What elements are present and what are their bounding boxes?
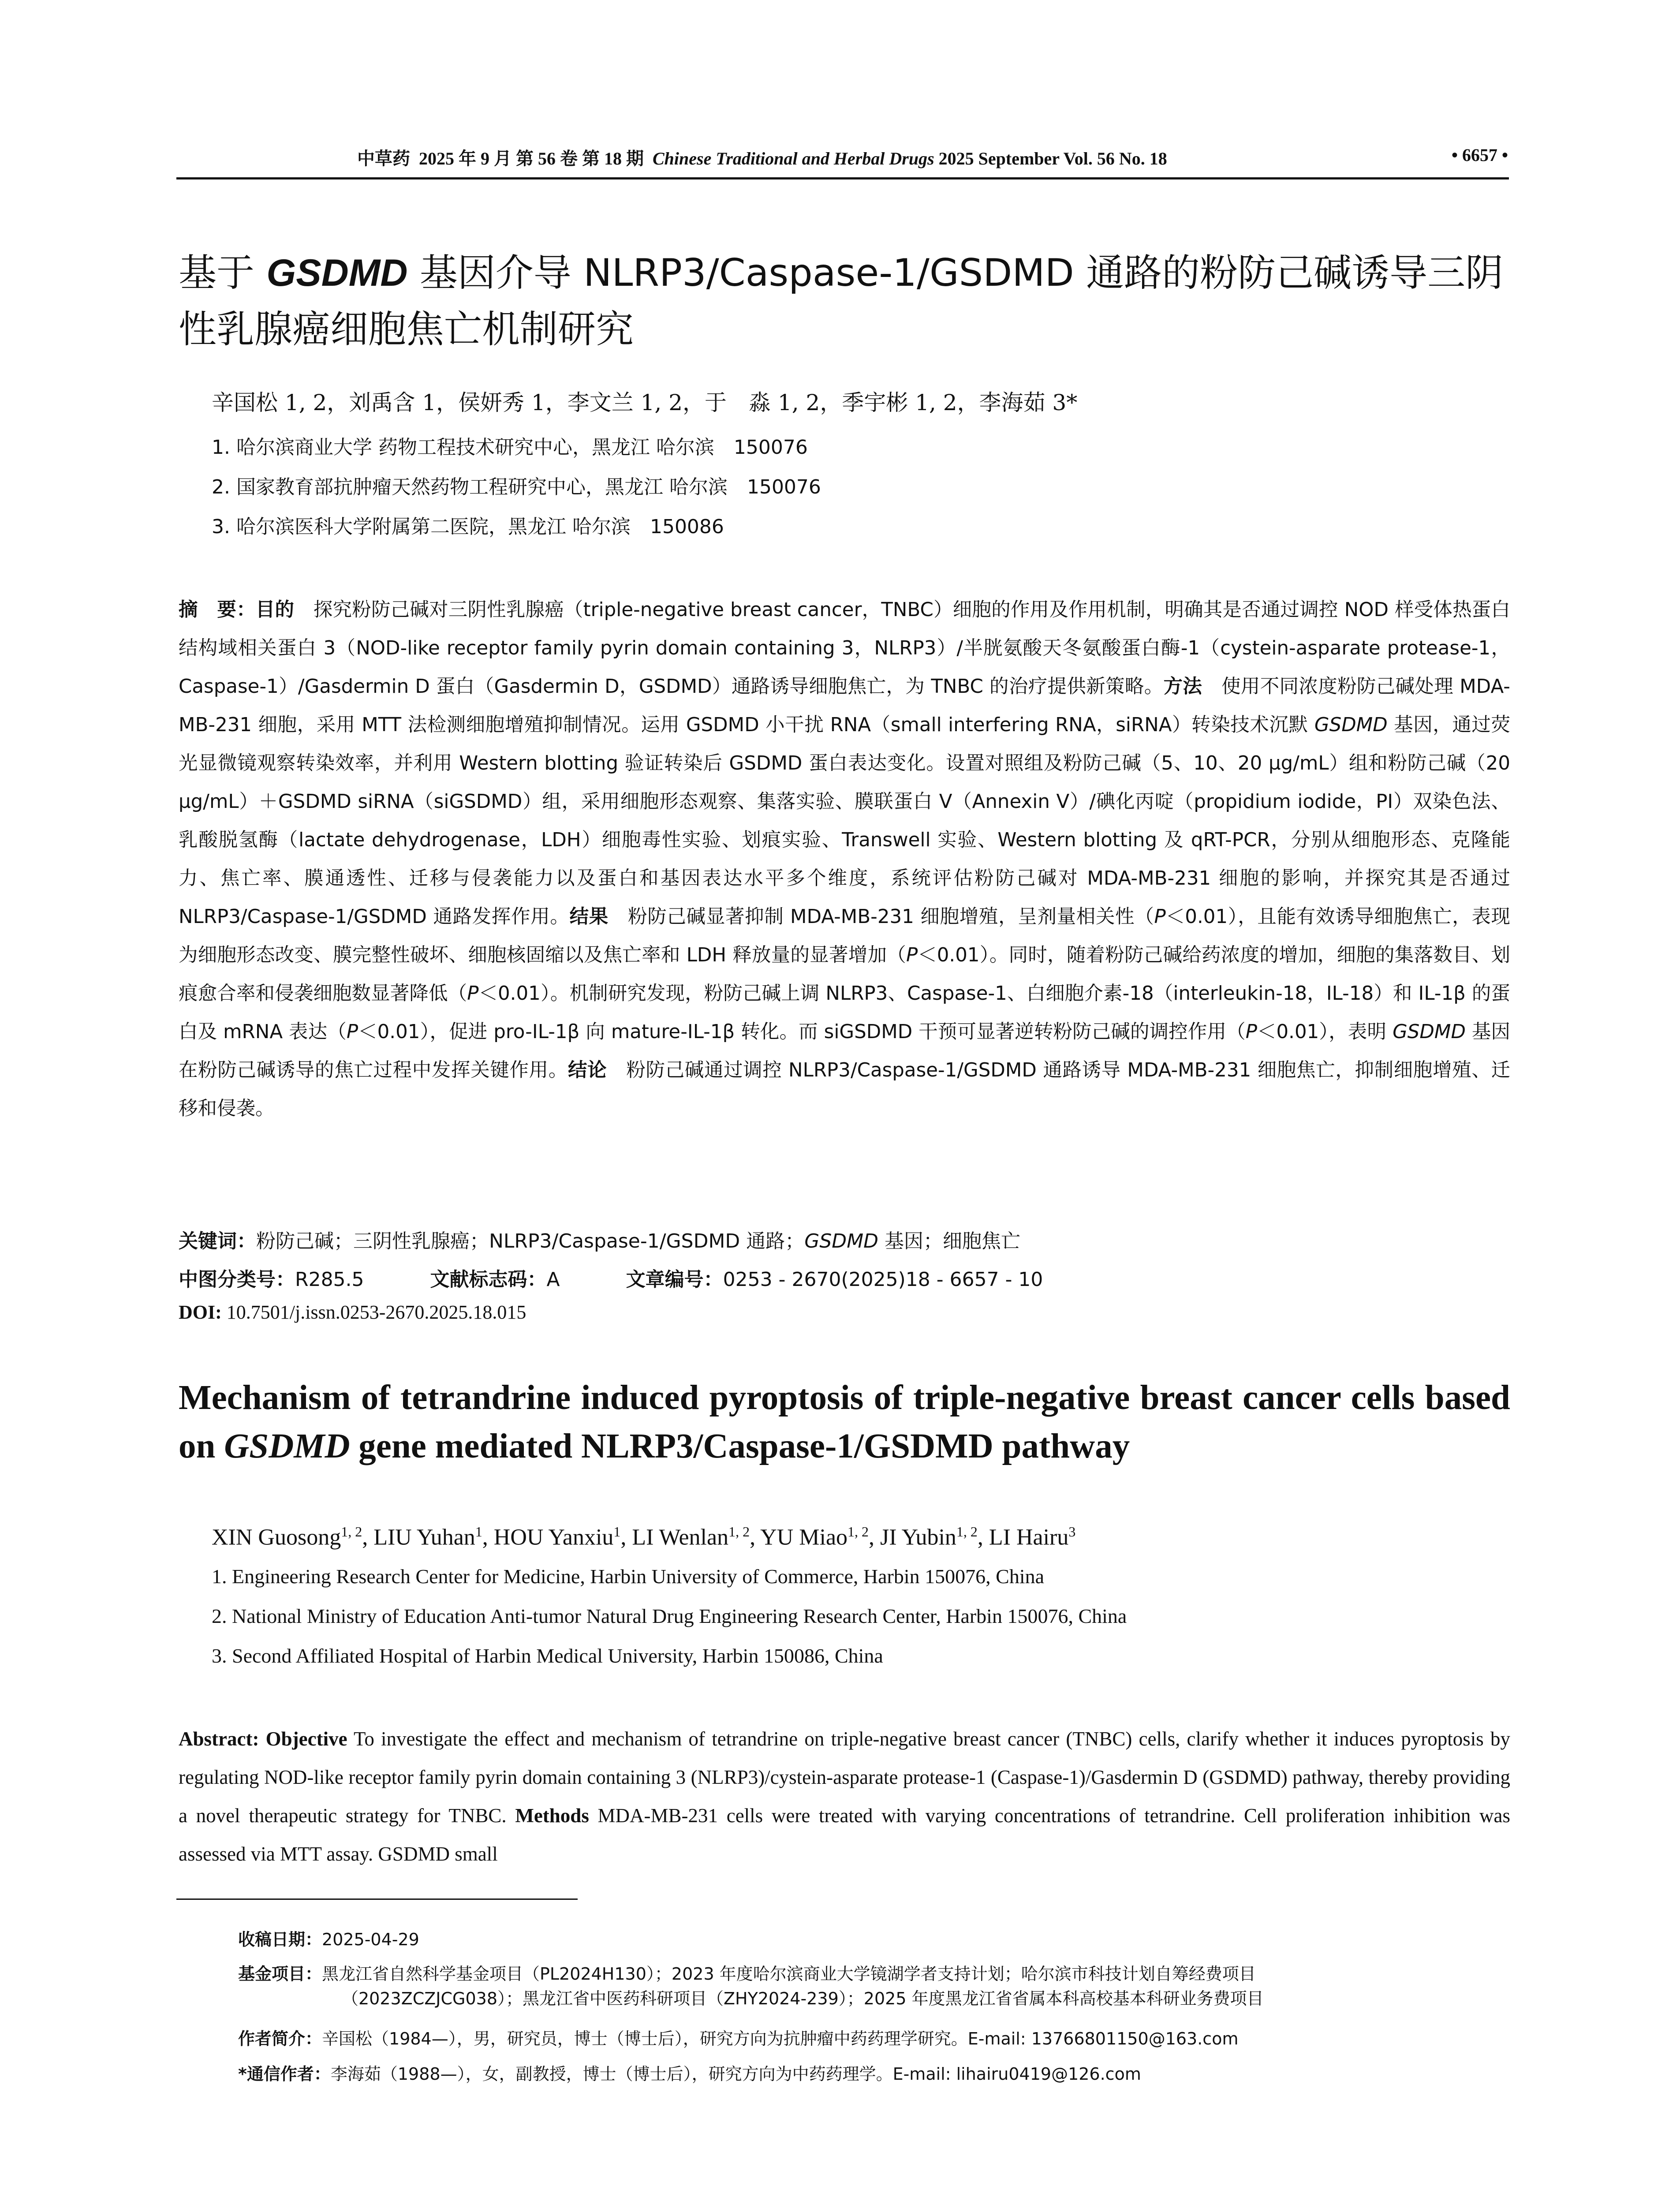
doi: DOI: 10.7501/j.issn.0253-2670.2025.18.015 xyxy=(179,1301,526,1323)
author-en: XIN Guosong xyxy=(212,1525,341,1550)
footnote-author: 作者简介：辛国松（1984—），男，研究员，博士（博士后），研究方向为抗肿瘤中药药理学研究。E-mail: 13766801150@163.com xyxy=(238,2029,1239,2048)
classification-line: 中图分类号：R285.5 文献标志码：A 文章编号：0253 - 2670(2025)18 - 6657 - 10 xyxy=(179,1268,1043,1291)
page-number: • 6657 • xyxy=(1451,145,1508,165)
affiliation-zh-1: 1. 哈尔滨商业大学 药物工程技术研究中心，黑龙江 哈尔滨 150076 xyxy=(212,436,808,459)
author-en-affiliation-mark: 1, 2 xyxy=(728,1524,750,1540)
author-en-affiliation-mark: 1 xyxy=(475,1524,482,1540)
abstract-label: 摘 要： xyxy=(179,599,256,621)
author-en-affiliation-mark: 1 xyxy=(613,1524,621,1540)
affiliation-zh-2: 2. 国家教育部抗肿瘤天然药物工程研究中心，黑龙江 哈尔滨 150076 xyxy=(212,476,821,498)
journal-citation xyxy=(357,145,1167,170)
affiliation-en-3: 3. Second Affiliated Hospital of Harbin Medical University, Harbin 150086, China xyxy=(212,1644,883,1667)
gene-italic: GSDMD xyxy=(266,252,408,294)
author-en-affiliation-mark: 3 xyxy=(1068,1524,1076,1540)
journal-name-zh: 中草药 xyxy=(357,149,410,168)
keywords-zh: 关键词：粉防己碱；三阴性乳腺癌；NLRP3/Caspase-1/GSDMD 通路；GSDMD 基因；细胞焦亡 xyxy=(179,1230,1021,1252)
author-en: HOU Yanxiu xyxy=(493,1525,614,1550)
affiliation-en-1: 1. Engineering Research Center for Medicine, Harbin University of Commerce, Harbin 150076, China xyxy=(212,1565,1045,1588)
author-en: JI Yubin xyxy=(880,1525,956,1550)
issue-en: 2025 September Vol. 56 No. 18 xyxy=(938,149,1167,168)
abstract-zh: 摘 要：目的 探究粉防己碱对三阴性乳腺癌（triple-negative breast cancer，TNBC）细胞的作用及作用机制，明确其是否通过调控 NOD 样受体热蛋白结构域相关蛋白 3（NOD-like receptor family pyrin domain containing 3，NLRP3）/半胱氨酸天冬氨酸蛋白酶-1（cystein-asparate protease-1，Caspase-1）/Gasdermin D 蛋白（Gasdermin D，GSDMD）通路诱导细胞焦亡，为 TNBC 的治疗提供新策略。方法 使用不同浓度粉防己碱处理 MDA-MB-231 细胞，采用 MTT 法检测细胞增殖抑制情况。运用 GSDMD 小干扰 RNA（small interfering RNA，siRNA）转染技术沉默 GSDMD 基因，通过荧光显微镜观察转染效率，并利用 Western blotting 验证转染后 GSDMD 蛋白表达变化。设置对照组及粉防己碱（5、10、20 μg/mL）组和粉防己碱（20 μg/mL）＋GSDMD siRNA（siGSDMD）组，采用细胞形态观察、集落实验、膜联蛋白 V（Annexin V）/碘化丙啶（propidium iodide，PI）双染色法、乳酸脱氢酶（lactate dehydrogenase，LDH）细胞毒性实验、划痕实验、Transwell 实验、Western blotting 及 qRT-PCR，分别从细胞形态、克隆能力、焦亡率、膜通透性、迁移与侵袭能力以及蛋白和基因表达水平多个维度，系统评估粉防己碱对 MDA-MB-231 细胞的影响，并探究其是否通过 NLRP3/Caspase-1/GSDMD 通路发挥作用。结果 粉防己碱显著抑制 MDA-MB-231 细胞增殖，呈剂量相关性（P＜0.01），且能有效诱导细胞焦亡，表现为细胞形态改变、膜完整性破坏、细胞核固缩以及焦亡率和 LDH 释放量的显著增加（P＜0.01）。同时，随着粉防己碱给药浓度的增加，细胞的集落数目、划痕愈合率和侵袭细胞数显著降低（P＜0.01）。机制研究发现，粉防己碱上调 NLRP3、Caspase-1、白细胞介素-18（interleukin-18，IL-18）和 IL-1β 的蛋白及 mRNA 表达（P＜0.01），促进 pro-IL-1β 向 mature-IL-1β 转化。而 siGSDMD 干预可显著逆转粉防己碱的调控作用（P＜0.01），表明 GSDMD 基因在粉防己碱诱导的焦亡过程中发挥关键作用。结论 粉防己碱通过调控 NLRP3/Caspase-1/GSDMD 通路诱导 MDA-MB-231 细胞焦亡，抑制细胞增殖、迁移和侵袭。 xyxy=(179,599,1511,1120)
author-en: LIU Yuhan xyxy=(373,1525,475,1550)
journal-name-en: Chinese Traditional and Herbal Drugs xyxy=(653,149,934,168)
methods-label: 方法 xyxy=(1163,676,1202,698)
doi-link[interactable]: 10.7501/j.issn.0253-2670.2025.18.015 xyxy=(221,1301,526,1323)
author-en: LI Hairu xyxy=(989,1525,1069,1550)
abstract-en: Abstract: Objective To investigate the effect and mechanism of tetrandrine on triple-negative breast cancer (TNBC) cells, clarify whether it induces pyroptosis by regulating NOD-like receptor family pyrin domain containing 3 (NLRP3)/cystein-asparate protease-1 (Caspase-1)/Gasdermin D (GSDMD) pathway, thereby providing a novel therapeutic strategy for TNBC. Methods MDA-MB-231 cells were treated with varying concentrations of tetrandrine. Cell proliferation inhibition was assessed via MTT assay. GSDMD small xyxy=(179,1728,1510,1865)
title-en: Mechanism of tetrandrine induced pyroptosis of triple-negative breast cancer cells based on GSDMD gene mediated NLRP3/Caspase-1/GSDMD pathway xyxy=(179,1379,1510,1465)
author-en-affiliation-mark: 1, 2 xyxy=(341,1524,362,1540)
author-en: LI Wenlan xyxy=(632,1525,729,1550)
author-en-affiliation-mark: 1, 2 xyxy=(956,1524,978,1540)
results-label: 结果 xyxy=(569,906,609,928)
author-en: YU Miao xyxy=(760,1525,848,1550)
footnote-corresponding: *通信作者：李海茹（1988—），女，副教授，博士（博士后），研究方向为中药药理学。E-mail: lihairu0419@126.com xyxy=(238,2064,1141,2084)
title-zh: 基于 GSDMD 基因介导 NLRP3/Caspase-1/GSDMD 通路的粉防己碱诱导三阴性乳腺癌细胞焦亡机制研究 xyxy=(179,251,1504,351)
issue-zh: 2025 年 9 月 第 56 卷 第 18 期 xyxy=(419,149,644,168)
conclusion-label: 结论 xyxy=(567,1059,607,1081)
footnote-rule xyxy=(176,1899,578,1900)
footnote-received: 收稿日期：2025-04-29 xyxy=(238,1930,419,1949)
author-en-affiliation-mark: 1, 2 xyxy=(847,1524,869,1540)
footnote-fund: 基金项目：黑龙江省自然科学基金项目（PL2024H130）；2023 年度哈尔滨商业大学镜湖学者支持计划；哈尔滨市科技计划自筹经费项目 （2023ZCZJCG038）；黑龙江省中医药科研项目（ZHY2024-239）；2025 年度黑龙江省省属本科高校基本科研业务费项目 xyxy=(238,1964,1264,2008)
running-header xyxy=(176,140,1508,171)
authors-zh: 辛国松 1, 2，刘禹含 1，侯妍秀 1，李文兰 1, 2，于 淼 1, 2，季宇彬 1, 2，李海茹 3* xyxy=(212,390,1078,415)
authors-en: XIN Guosong$^{1, 2}$, LIU Yuhan$^1$, HOU Yanxiu$^1$, LI Wenlan$^{1, 2}$, YU Miao$^{1, 2}$, JI Yubin$^{1, 2}$, LI Hairu$^3$ xyxy=(212,1524,1076,1550)
affiliation-zh-3: 3. 哈尔滨医科大学附属第二医院，黑龙江 哈尔滨 150086 xyxy=(212,516,724,538)
affiliation-en-2: 2. National Ministry of Education Anti-tumor Natural Drug Engineering Research Center, Harbin 150076, China xyxy=(212,1605,1127,1627)
header-rule xyxy=(176,177,1509,179)
objective-label: 目的 xyxy=(255,599,295,621)
